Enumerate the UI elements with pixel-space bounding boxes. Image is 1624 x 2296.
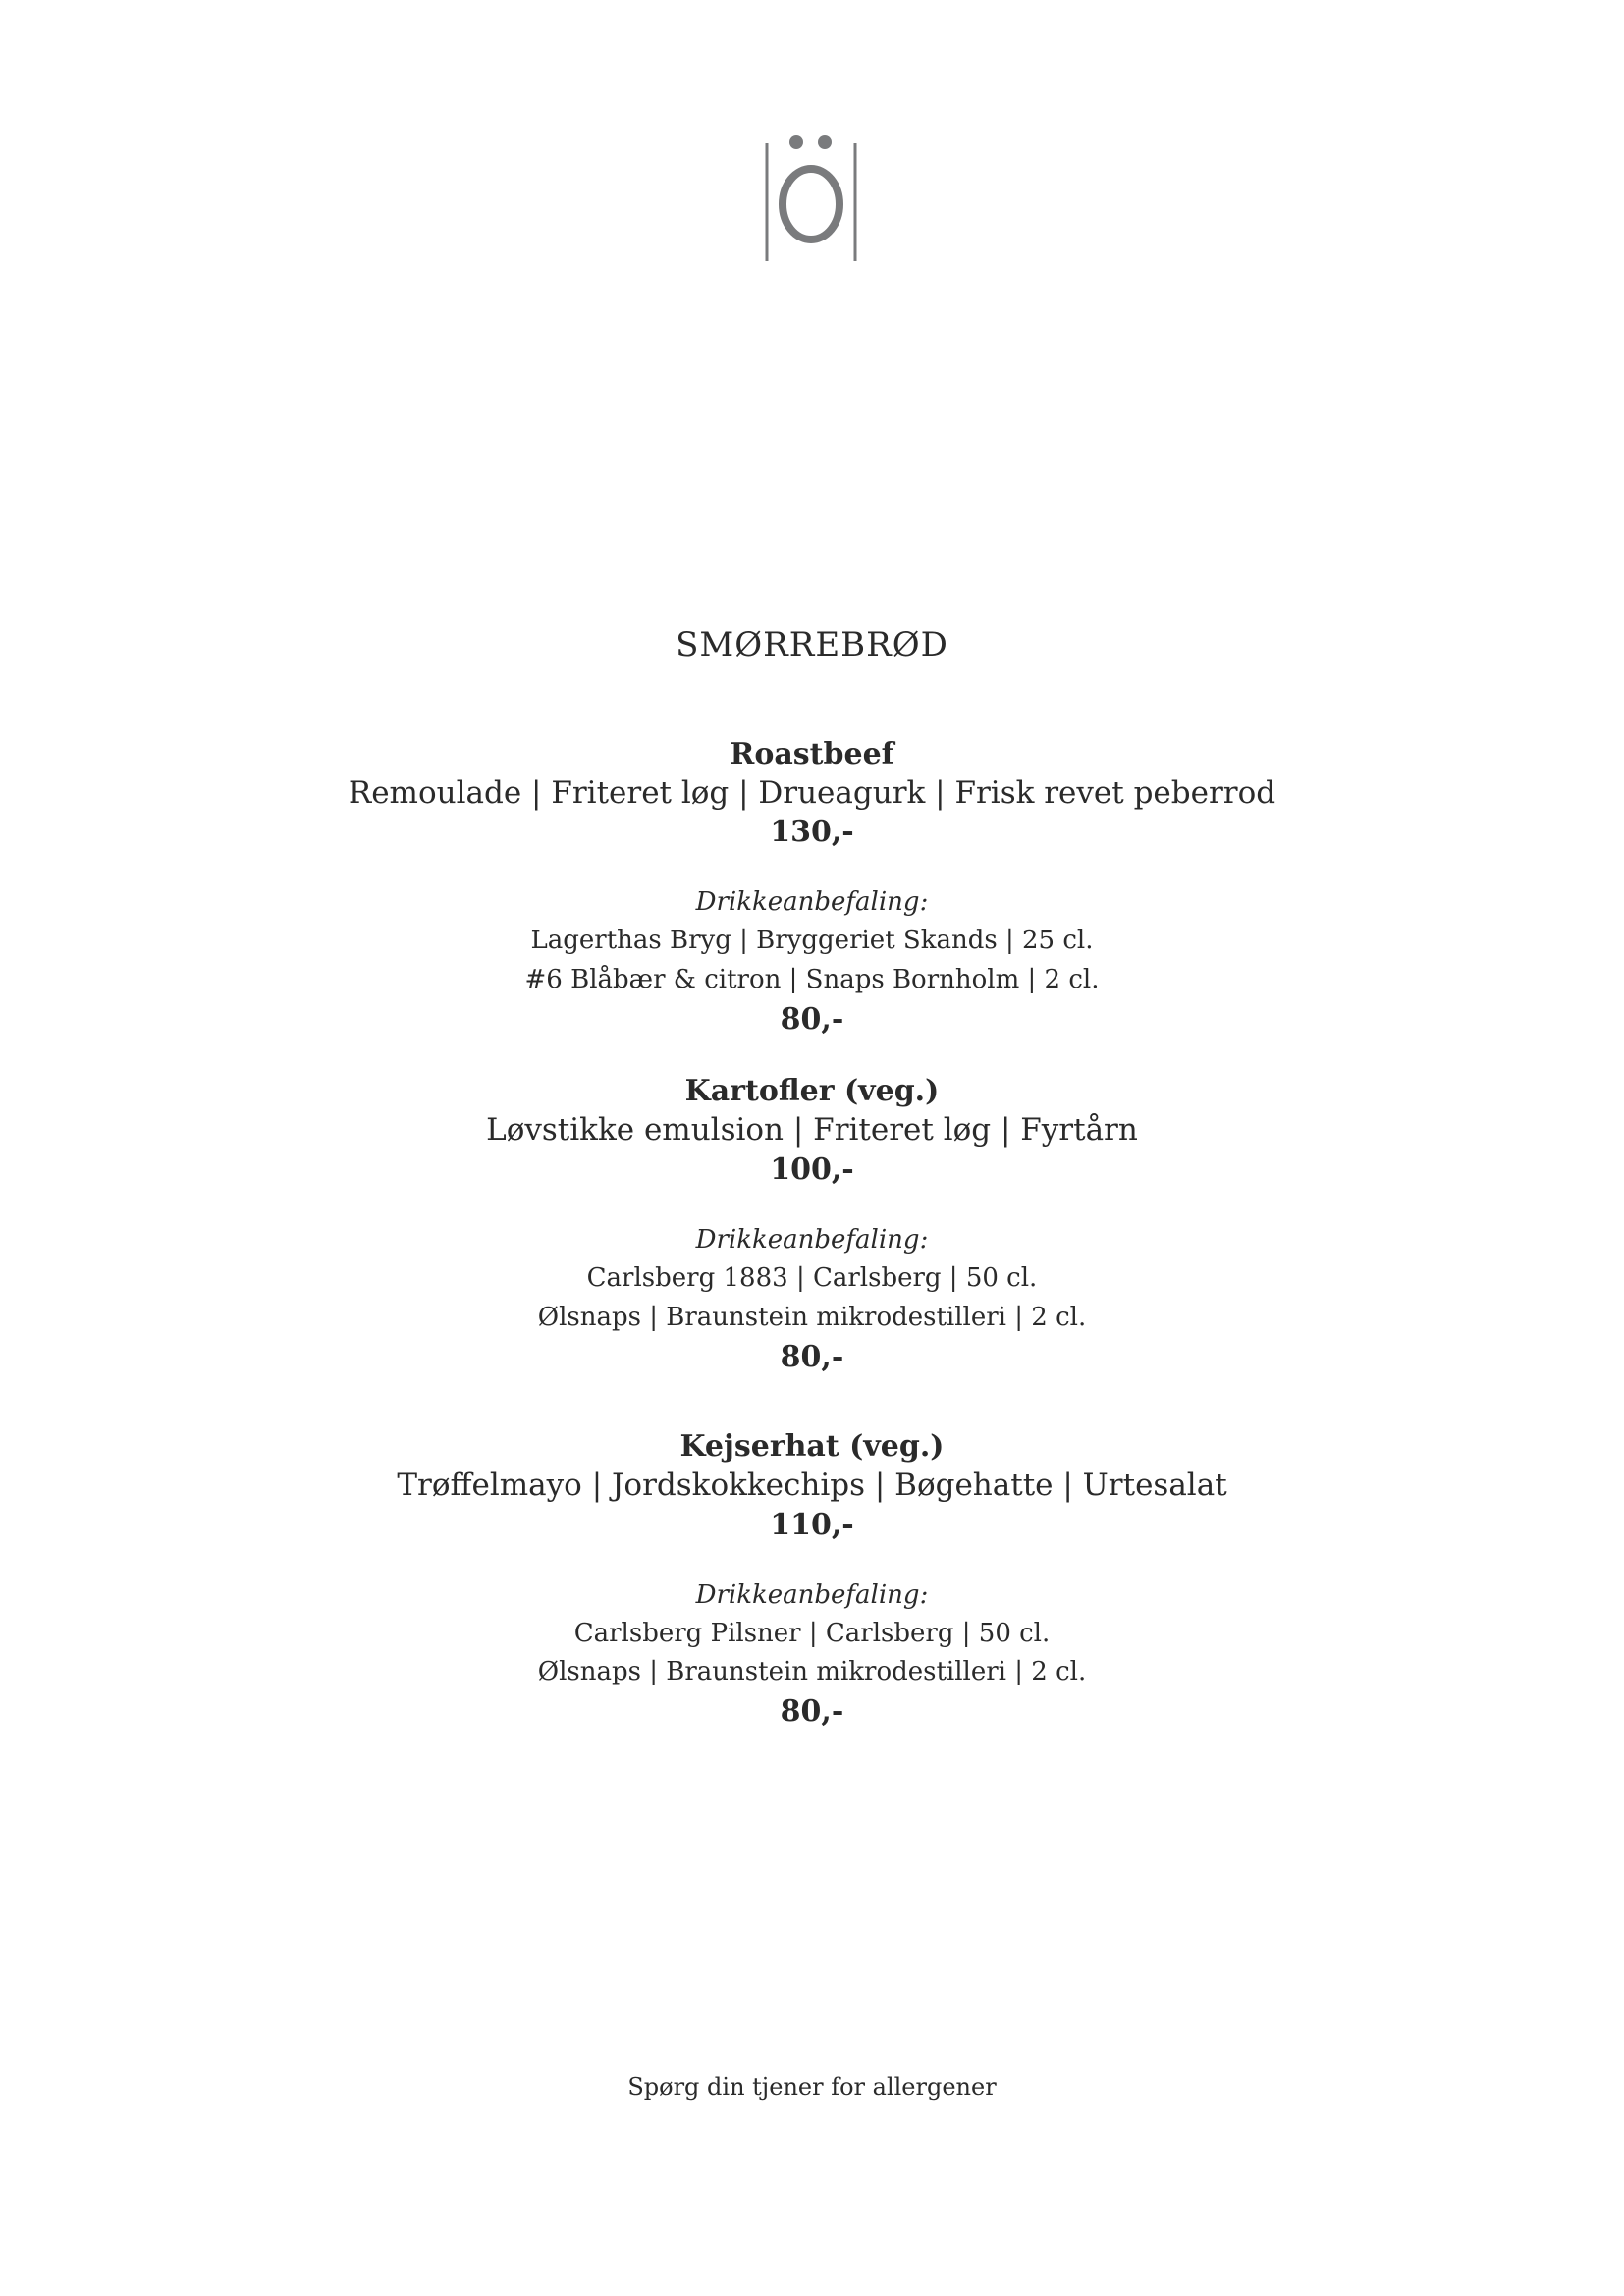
dish-name-kartofler: Kartofler (veg.) xyxy=(684,1074,940,1108)
drink-item: Carlsberg Pilsner | Carlsberg | 50 cl. xyxy=(573,1619,1051,1648)
dish-description-kejserhat: Trøffelmayo | Jordskokkechips | Bøgehatte | Urtesalat xyxy=(397,1468,1227,1503)
dish-name-kejserhat: Kejserhat (veg.) xyxy=(679,1429,945,1464)
drink-price: 80,- xyxy=(780,1694,844,1729)
drink-recommendation-label: Drikkeanbefaling: xyxy=(695,1580,929,1610)
drink-recommendation-label: Drikkeanbefaling: xyxy=(695,887,929,917)
drink-price: 80,- xyxy=(780,1002,844,1037)
restaurant-logo xyxy=(757,126,865,263)
dish-name-roastbeef: Roastbeef xyxy=(730,737,894,772)
dish-price-roastbeef: 130,- xyxy=(770,815,854,849)
drink-price: 80,- xyxy=(780,1340,844,1374)
drink-item: Ølsnaps | Braunstein mikrodestilleri | 2 cl. xyxy=(537,1303,1087,1332)
drink-recommendation-label: Drikkeanbefaling: xyxy=(695,1225,929,1255)
allergen-note: Spørg din tjener for allergener xyxy=(627,2073,997,2101)
drink-item: #6 Blåbær & citron | Snaps Bornholm | 2 cl. xyxy=(524,965,1100,994)
logo-umlaut-dot-right xyxy=(818,135,832,149)
logo-umlaut-dot-left xyxy=(789,135,803,149)
drink-item: Ølsnaps | Braunstein mikrodestilleri | 2 cl. xyxy=(537,1657,1087,1686)
dish-description-roastbeef: Remoulade | Friteret løg | Drueagurk | Frisk revet peberrod xyxy=(348,775,1276,811)
section-title: SMØRREBRØD xyxy=(676,625,948,665)
dish-price-kartofler: 100,- xyxy=(770,1152,854,1187)
logo-letter-o xyxy=(783,169,839,240)
dish-description-kartofler: Løvstikke emulsion | Friteret løg | Fyrtårn xyxy=(486,1112,1138,1148)
drink-item: Lagerthas Bryg | Bryggeriet Skands | 25 cl. xyxy=(530,926,1094,955)
dish-price-kejserhat: 110,- xyxy=(770,1508,854,1542)
drink-item: Carlsberg 1883 | Carlsberg | 50 cl. xyxy=(586,1263,1038,1293)
